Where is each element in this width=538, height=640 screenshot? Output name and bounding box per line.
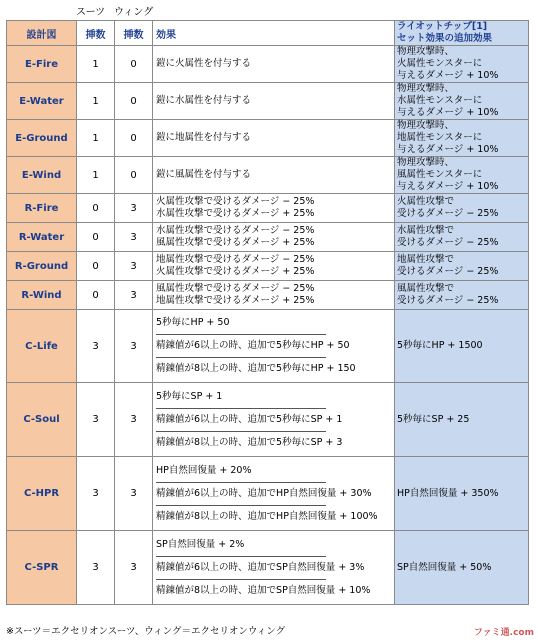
header-wing-count: 挿数: [115, 21, 153, 46]
header-chip-line2: セット効果の追加効果: [397, 33, 493, 44]
chip-effect-line: 与えるダメージ + 10%: [397, 181, 499, 192]
wing-count: 0: [115, 120, 153, 157]
suit-count: 3: [77, 383, 115, 457]
chip-effect-cell: [395, 120, 529, 157]
table-row: [7, 383, 529, 457]
effect-line: SP自然回復量 + 2%: [156, 538, 245, 550]
table-row: [7, 223, 529, 252]
chip-effect-cell: [395, 457, 529, 531]
suit-count: 1: [77, 46, 115, 83]
chip-effect-line: 受けるダメージ − 25%: [397, 266, 499, 277]
table-row: [7, 281, 529, 310]
chip-effect-line: 風属性モンスターに: [397, 169, 483, 180]
chip-effect-line: 地属性モンスターに: [397, 132, 483, 143]
blueprint-name: E-Ground: [7, 120, 77, 157]
chip-effect-line: 与えるダメージ + 10%: [397, 107, 499, 118]
blueprint-name: R-Fire: [7, 194, 77, 223]
effect-cell: [153, 281, 395, 310]
blueprint-name: R-Wind: [7, 281, 77, 310]
effect-cell: [153, 194, 395, 223]
chip-effect-cell: [395, 531, 529, 605]
chip-effect-line: SP自然回復量 + 50%: [397, 561, 492, 573]
effect-line: 精錬値が8以上の時、追加でHP自然回復量 + 100%: [156, 510, 378, 522]
effect-line: 火属性攻撃で受けるダメージ − 25%: [156, 196, 315, 207]
table-row: [7, 120, 529, 157]
suit-count: 1: [77, 157, 115, 194]
effect-line: 5秒毎にSP + 1: [156, 390, 223, 402]
header-effect: 効果: [153, 21, 395, 46]
chip-effect-cell: [395, 194, 529, 223]
suit-group-label: スーツ: [76, 7, 106, 18]
effect-line: 精錬値が6以上の時、追加でHP自然回復量 + 30%: [156, 487, 372, 499]
blueprint-name: R-Ground: [7, 252, 77, 281]
effect-line: 水属性攻撃で受けるダメージ − 25%: [156, 225, 315, 236]
effect-cell: [153, 120, 395, 157]
site-watermark-logo: ファミ通.com: [473, 628, 534, 638]
effect-line: 精錬値が6以上の時、追加でSP自然回復量 + 3%: [156, 561, 365, 573]
wing-count: 3: [115, 383, 153, 457]
header-chip-line1: ライオットチップ[1]: [397, 21, 488, 32]
table-row: [7, 252, 529, 281]
wing-count: 0: [115, 157, 153, 194]
suit-count: 0: [77, 194, 115, 223]
wing-count: 3: [115, 194, 153, 223]
chip-effect-line: 5秒毎にSP + 25: [397, 413, 470, 425]
chip-effect-line: 受けるダメージ − 25%: [397, 237, 499, 248]
suit-count: 3: [77, 310, 115, 383]
blueprint-name: C-Soul: [7, 383, 77, 457]
wing-count: 0: [115, 83, 153, 120]
blueprint-name: E-Wind: [7, 157, 77, 194]
suit-count: 0: [77, 252, 115, 281]
table-row: [7, 457, 529, 531]
blueprint-name: R-Water: [7, 223, 77, 252]
chip-effect-line: HP自然回復量 + 350%: [397, 487, 499, 499]
effect-line: 5秒毎にHP + 50: [156, 317, 230, 328]
blueprint-table: [6, 20, 529, 605]
effect-line: 風属性攻撃で受けるダメージ + 25%: [156, 237, 315, 248]
header-chip: [395, 21, 529, 46]
table-row: [7, 194, 529, 223]
suit-count: 3: [77, 457, 115, 531]
effect-line: 精錬値が8以上の時、追加で5秒毎にSP + 3: [156, 436, 343, 448]
chip-effect-line: 水属性モンスターに: [397, 95, 483, 106]
effect-cell: [153, 457, 395, 531]
chip-effect-line: 水属性攻撃で: [397, 225, 455, 236]
chip-effect-cell: [395, 383, 529, 457]
wing-count: 3: [115, 252, 153, 281]
wing-count: 3: [115, 457, 153, 531]
effect-cell: [153, 223, 395, 252]
chip-effect-line: 受けるダメージ − 25%: [397, 295, 499, 306]
chip-effect-cell: [395, 223, 529, 252]
chip-effect-cell: [395, 252, 529, 281]
chip-effect-line: 風属性攻撃で: [397, 283, 455, 294]
footnote: ※スーツ＝エクセリオンスーツ、ウィング＝エクセリオンウィング: [6, 626, 286, 637]
wing-count: 3: [115, 223, 153, 252]
suit-count: 1: [77, 83, 115, 120]
effect-line: 火属性攻撃で受けるダメージ + 25%: [156, 266, 315, 277]
effect-line: 精錬値が6以上の時、追加で5秒毎にSP + 1: [156, 413, 343, 425]
effect-line: 精錬値が8以上の時、追加で5秒毎にHP + 150: [156, 363, 356, 374]
table-row: [7, 310, 529, 383]
column-group-labels: [6, 6, 528, 20]
effect-line: 風属性攻撃で受けるダメージ − 25%: [156, 283, 315, 294]
effect-line: 精錬値が8以上の時、追加でSP自然回復量 + 10%: [156, 584, 371, 596]
chip-effect-line: 物理攻撃時、: [397, 83, 455, 94]
table-row: [7, 157, 529, 194]
wing-group-label: ウィング: [114, 7, 154, 18]
effect-line: 地属性攻撃で受けるダメージ − 25%: [156, 254, 315, 265]
suit-count: 3: [77, 531, 115, 605]
wing-count: 3: [115, 531, 153, 605]
wing-count: 3: [115, 310, 153, 383]
effect-line: 鎧に風属性を付与する: [156, 169, 252, 180]
effect-line: 鎧に水属性を付与する: [156, 95, 252, 106]
header-blueprint: 設計図: [7, 21, 77, 46]
effect-cell: [153, 46, 395, 83]
spec-sheet: [6, 6, 528, 605]
effect-line: 鎧に地属性を付与する: [156, 132, 252, 143]
blueprint-name: C-SPR: [7, 531, 77, 605]
effect-line: HP自然回復量 + 20%: [156, 464, 252, 476]
wing-count: 0: [115, 46, 153, 83]
effect-line: 精錬値が6以上の時、追加で5秒毎にHP + 50: [156, 340, 350, 351]
suit-count: 1: [77, 120, 115, 157]
chip-effect-line: 物理攻撃時、: [397, 46, 455, 57]
blueprint-name: E-Water: [7, 83, 77, 120]
chip-effect-line: 与えるダメージ + 10%: [397, 70, 499, 81]
chip-effect-line: 火属性モンスターに: [397, 58, 483, 69]
effect-line: 水属性攻撃で受けるダメージ + 25%: [156, 208, 315, 219]
effect-cell: [153, 383, 395, 457]
chip-effect-cell: [395, 83, 529, 120]
effect-cell: [153, 531, 395, 605]
wing-count: 3: [115, 281, 153, 310]
table-row: [7, 83, 529, 120]
chip-effect-line: 与えるダメージ + 10%: [397, 144, 499, 155]
chip-effect-cell: [395, 46, 529, 83]
table-row: [7, 46, 529, 83]
chip-effect-line: 物理攻撃時、: [397, 157, 455, 168]
suit-count: 0: [77, 223, 115, 252]
blueprint-name: E-Fire: [7, 46, 77, 83]
effect-cell: [153, 310, 395, 383]
chip-effect-line: 地属性攻撃で: [397, 254, 455, 265]
table-row: [7, 531, 529, 605]
chip-effect-cell: [395, 157, 529, 194]
table-header-row: [7, 21, 529, 46]
header-suit-count: 挿数: [77, 21, 115, 46]
effect-cell: [153, 83, 395, 120]
chip-effect-line: 受けるダメージ − 25%: [397, 208, 499, 219]
chip-effect-line: 火属性攻撃で: [397, 196, 455, 207]
blueprint-name: C-HPR: [7, 457, 77, 531]
blueprint-name: C-Life: [7, 310, 77, 383]
chip-effect-cell: [395, 281, 529, 310]
effect-cell: [153, 252, 395, 281]
effect-line: 鎧に火属性を付与する: [156, 58, 252, 69]
chip-effect-line: 物理攻撃時、: [397, 120, 455, 131]
chip-effect-cell: [395, 310, 529, 383]
suit-count: 0: [77, 281, 115, 310]
effect-cell: [153, 157, 395, 194]
effect-line: 地属性攻撃で受けるダメージ + 25%: [156, 295, 315, 306]
chip-effect-line: 5秒毎にHP + 1500: [397, 340, 483, 351]
